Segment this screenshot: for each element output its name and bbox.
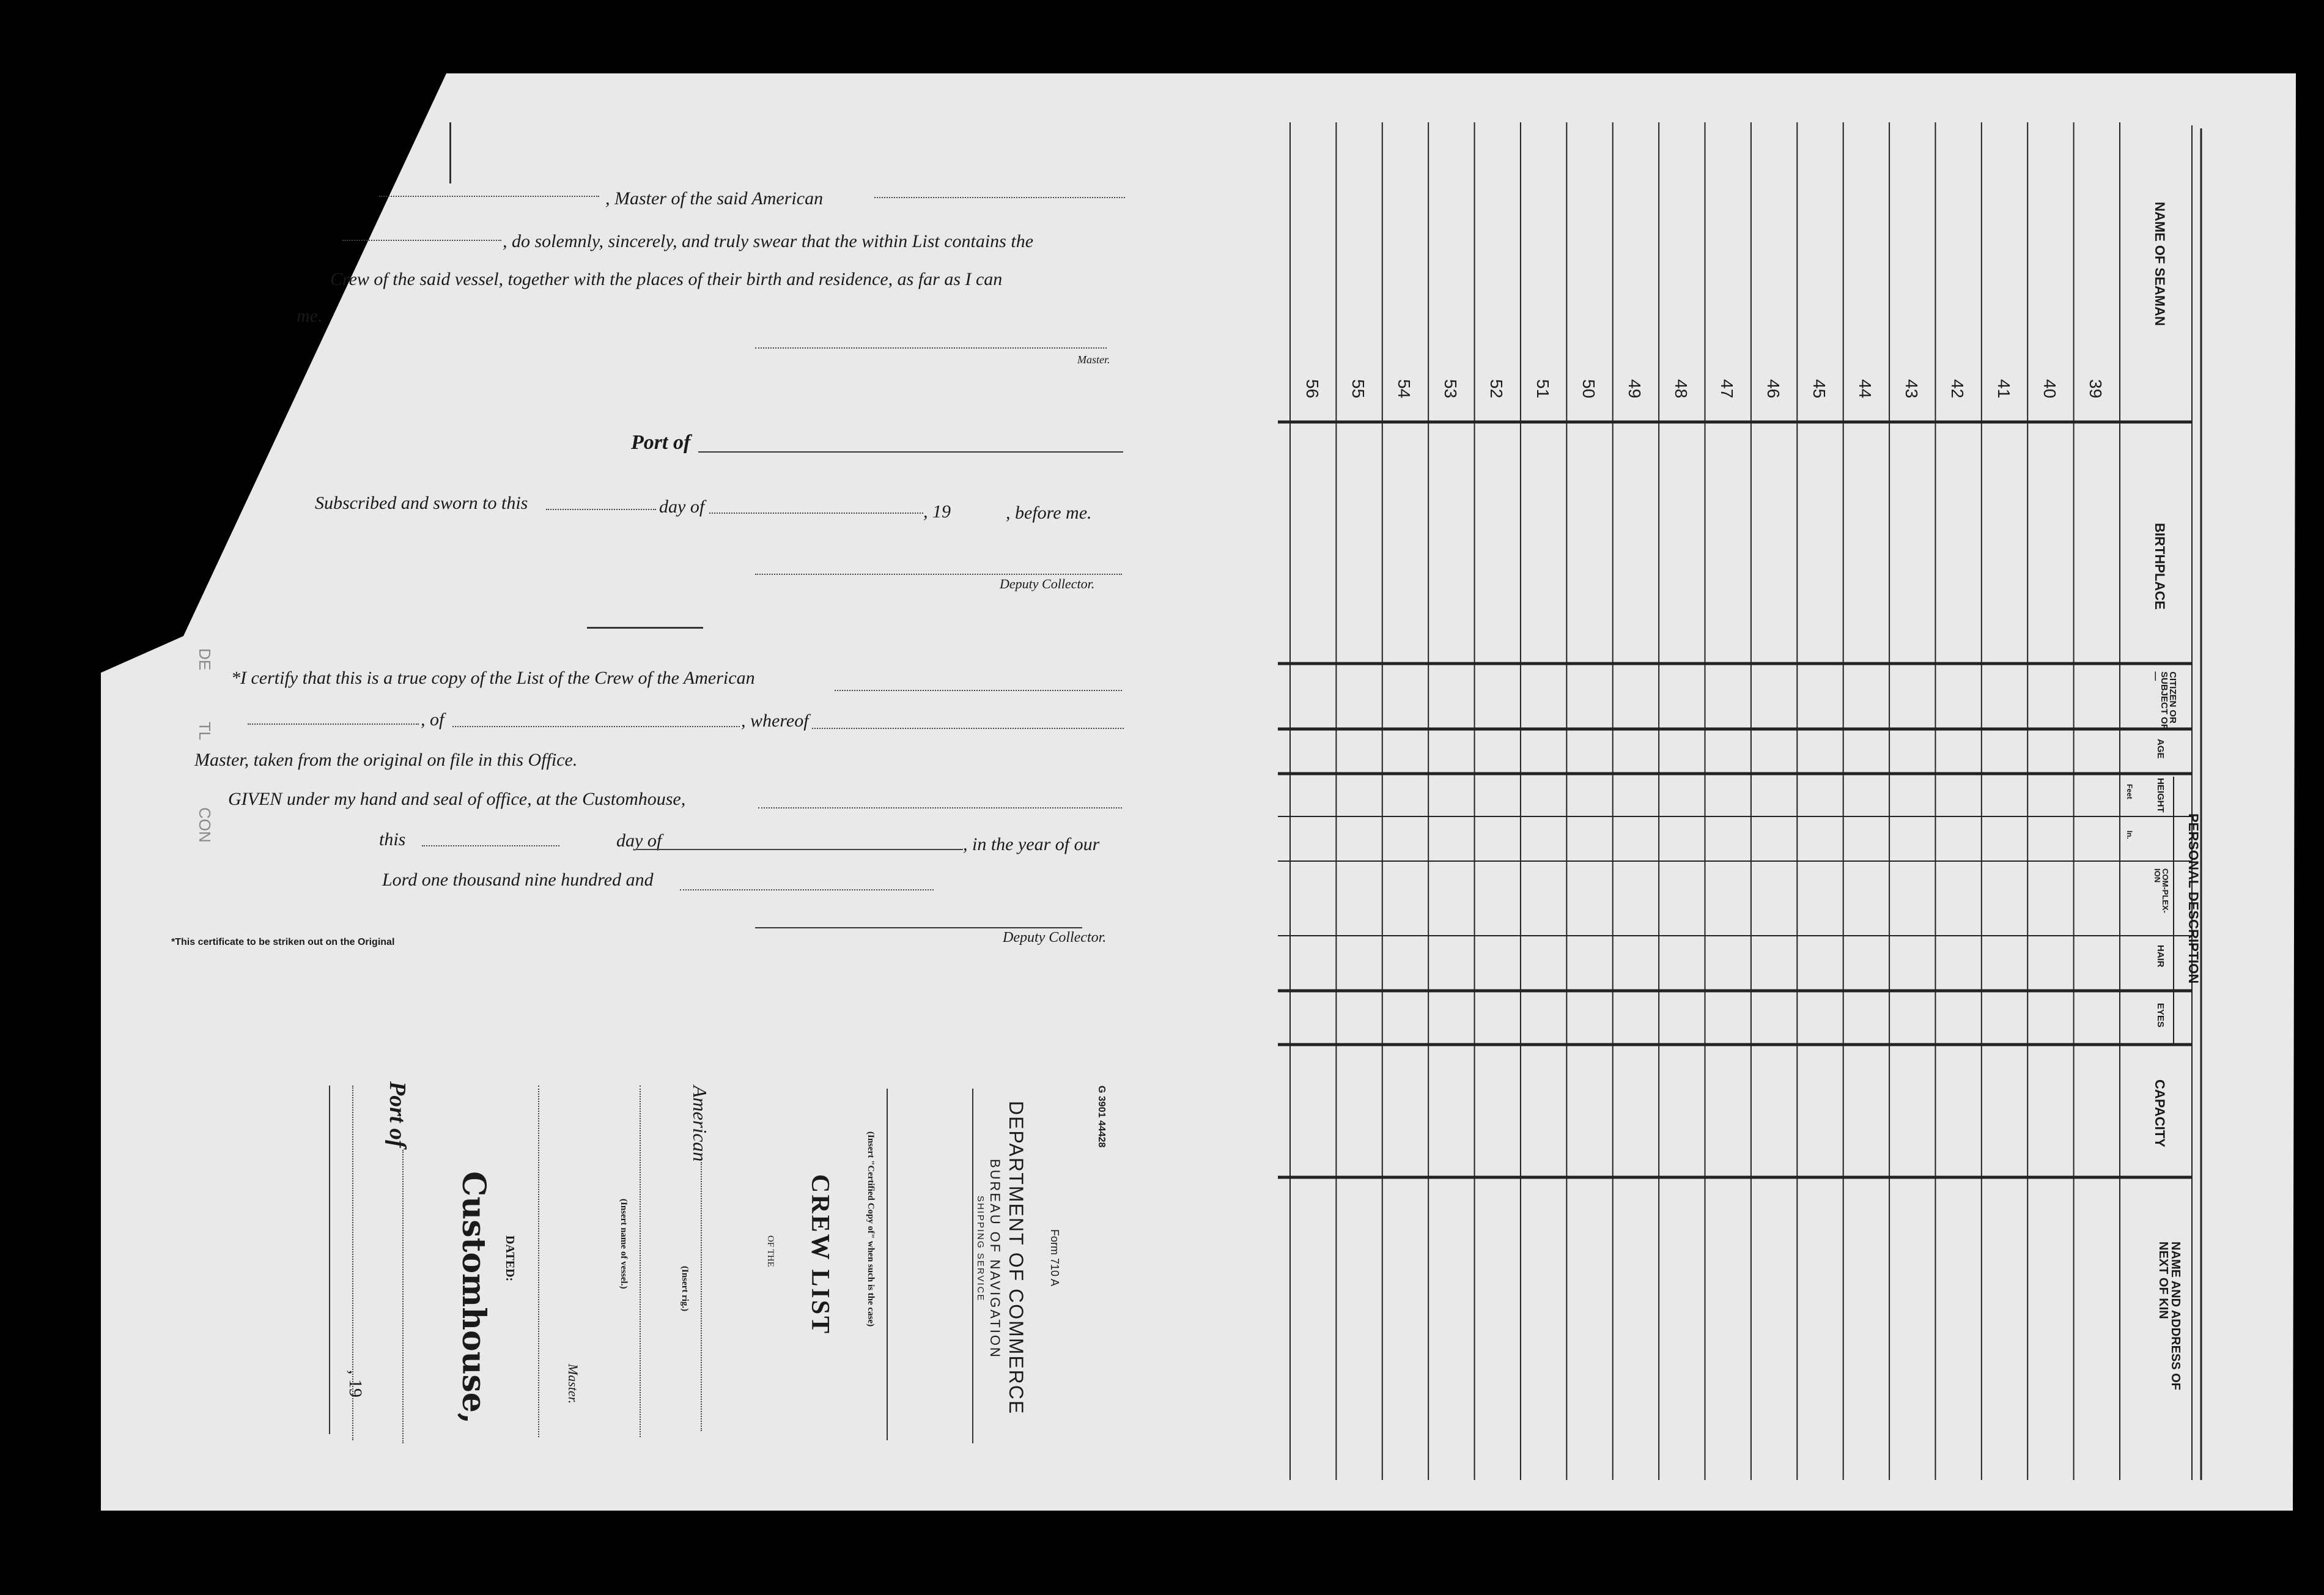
of-the-label: OF THE [765,1235,775,1267]
row-number: 45 [1809,379,1829,399]
stamp-fragment-2: TL [196,722,214,741]
row-number: 42 [1948,379,1968,399]
row-number: 48 [1671,379,1691,399]
header-feet: Feet [2125,784,2134,799]
header-next-of-kin: NAME AND ADDRESS OF NEXT OF KIN [2156,1242,2182,1390]
dated-label: DATED: [503,1235,517,1282]
deputy-label-1: Deputy Collector. [1000,576,1095,591]
row-number: 51 [1533,379,1552,399]
stamp-fragment-1: DE [196,648,214,671]
row-number: 41 [1994,379,2013,399]
row-number: 49 [1625,379,1645,399]
department-title: DEPARTMENT OF COMMERCE [1005,1101,1027,1415]
header-age: AGE [2155,739,2166,759]
row-number: 40 [2040,379,2059,399]
header-name-of-seaman: NAME OF SEAMAN [2152,202,2167,326]
certificate-year: , in the year of our [963,834,1100,854]
header-complexion: COM-PLEX-ION [2153,868,2170,913]
header-inches: In. [2125,831,2134,839]
certificate-line-1: *I certify that this is a true copy of the List of the Crew of the American [231,668,755,688]
certificate-footnote: *This certificate to be striken out on the Original [171,937,395,947]
row-number: 44 [1856,379,1875,399]
row-number: 39 [2086,379,2106,399]
cover-year: , 19 [345,1370,366,1397]
subscribed-label: Subscribed and sworn to this [315,493,528,513]
header-height: HEIGHT [2155,778,2166,813]
insert-rig-label: (Insert rig.) [680,1266,690,1312]
header-capacity: CAPACITY [2152,1079,2167,1147]
certificate-whereof: , whereof [741,711,809,731]
header-citizen: CITIZEN OR SUBJECT OF— [2150,672,2178,730]
certificate-line-3: Master, taken from the original on file in this Office. [194,750,578,770]
cover-master-label: Master. [566,1364,581,1404]
crew-list-title: CREW LIST [806,1174,834,1336]
certificate-of: , of [421,709,445,730]
service-title: SHIPPING SERVICE [975,1196,986,1302]
before-me-label: , before me. [1006,503,1092,523]
bureau-title: BUREAU OF NAVIGATION [987,1159,1003,1359]
insert-vessel-label: (Insert name of vessel.) [619,1199,629,1289]
certificate-line-4: GIVEN under my hand and seal of office, at the Customhouse, [228,789,686,809]
row-number: 56 [1302,379,1322,399]
year-label: , 19 [923,501,951,522]
row-number: 52 [1487,379,1507,399]
row-number: 46 [1763,379,1783,399]
row-number: 53 [1441,379,1460,399]
row-number: 55 [1349,379,1368,399]
master-signature-label: Master. [1077,353,1110,366]
day-of-label: day of [659,497,705,517]
deputy-label-2: Deputy Collector. [1003,930,1107,946]
oath-line-4: me. [297,306,323,326]
row-number: 43 [1902,379,1921,399]
certified-note: (Insert "Certified Copy of" when such is the case) [866,1131,876,1327]
header-birthplace: BIRTHPLACE [2152,523,2167,610]
customhouse-label: Customhouse, [455,1171,492,1424]
american-label: American [689,1086,711,1162]
cover-port-label: Port of [385,1081,410,1148]
oath-line-2: , do solemnly, sincerely, and truly swear that the within List contains the [503,231,1034,251]
row-number: 54 [1395,379,1414,399]
form-number: Form 710 A [1049,1229,1061,1287]
oath-line-1: , Master of the said American [605,188,824,209]
header-eyes: EYES [2155,1003,2166,1028]
row-number: 50 [1579,379,1599,399]
port-of-label: Port of [631,431,691,454]
stamp-fragment-3: CON [196,807,214,843]
header-hair: HAIR [2155,945,2166,968]
form-code: G 3901 44428 [1096,1086,1107,1148]
header-personal-description: PERSONAL DESCRIPTION [2186,813,2201,984]
certificate-day-of: day of [616,831,662,851]
oath-line-3: Crew of the said vessel, together with the places of their birth and residence, as far as I can [330,269,1003,289]
certificate-this: this [379,829,406,849]
row-number: 47 [1717,379,1737,399]
certificate-line-6: Lord one thousand nine hundred and [382,870,654,890]
